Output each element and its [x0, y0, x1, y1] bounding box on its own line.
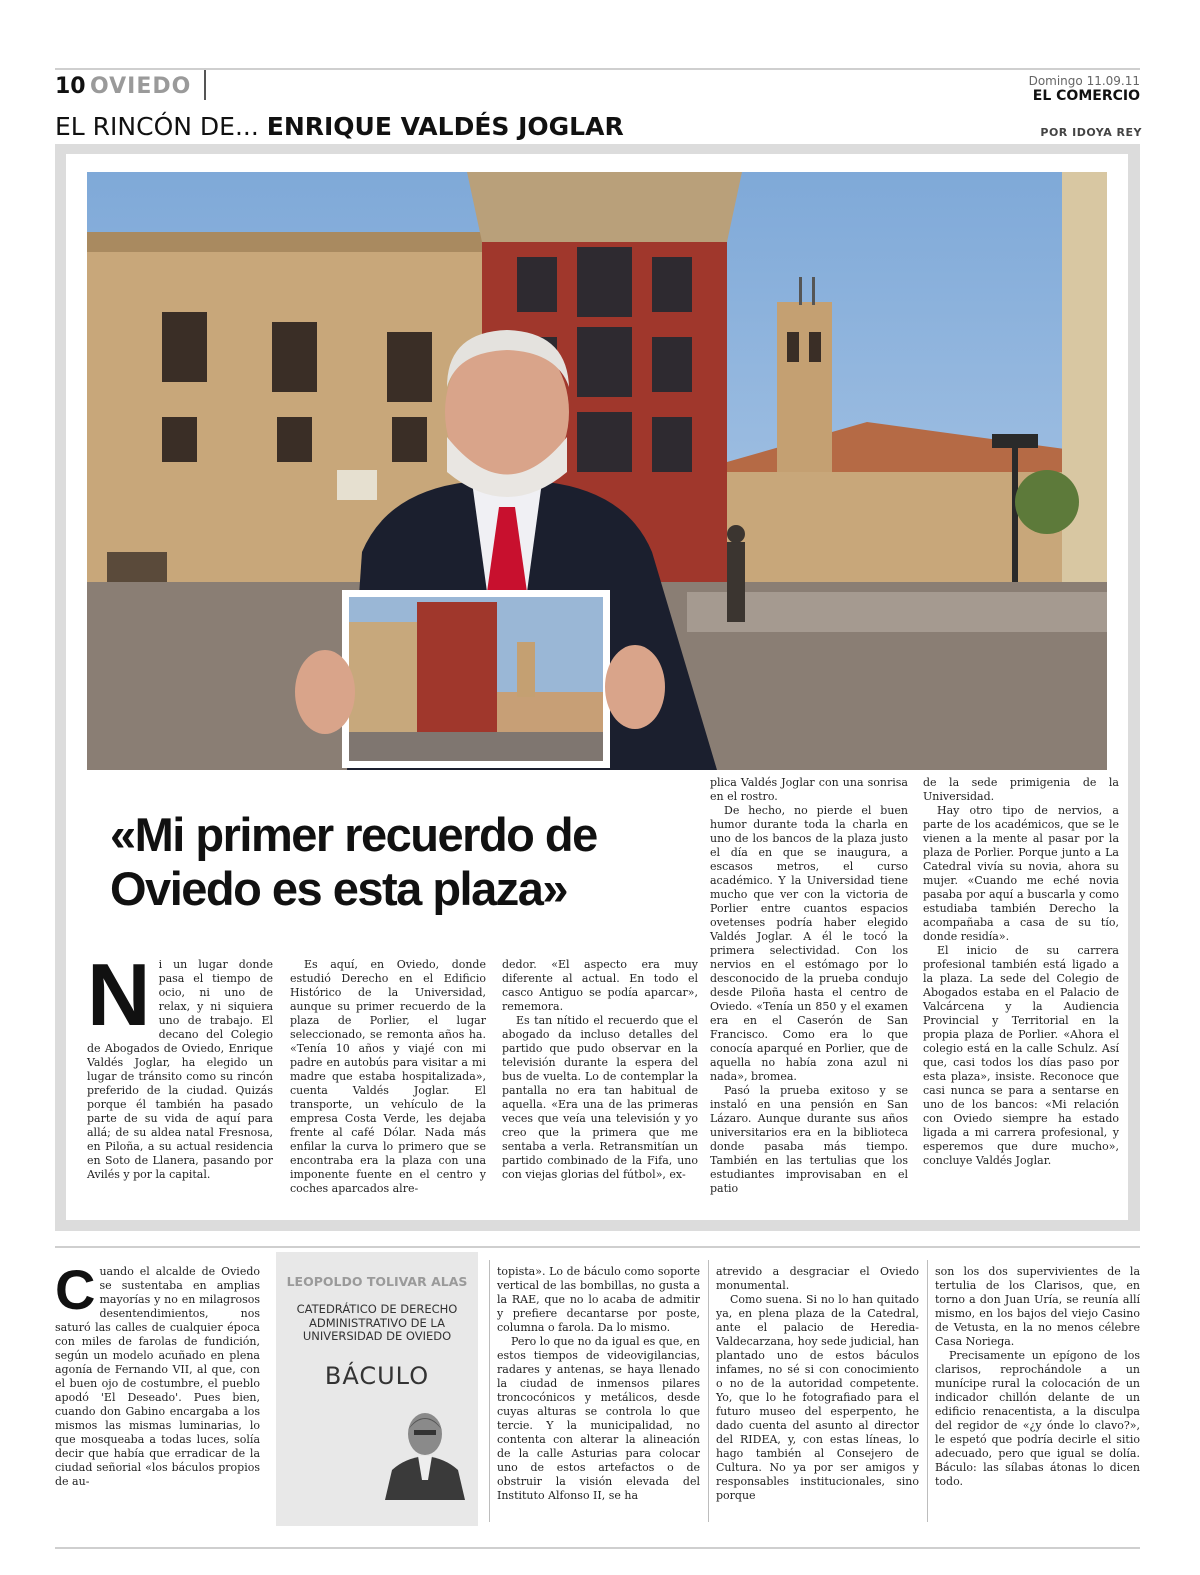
article-paragraph: Pasó la prueba exitoso y se instaló en una pensión en San Lázaro. Aunque durante sus años universitarios era en la biblioteca donde pasaba más tiempo. También en las tertulias que los estudiantes improvisaban en el patio — [710, 1084, 908, 1195]
kicker-name: ENRIQUE VALDÉS JOGLAR — [266, 112, 624, 141]
article-column-1 — [87, 945, 273, 1182]
top-rule — [55, 68, 1140, 70]
opinion-column-1 — [55, 1258, 260, 1489]
article-column-5 — [923, 776, 1119, 1168]
drop-cap: N — [87, 945, 151, 1044]
tree — [1015, 470, 1079, 534]
section-divider — [204, 70, 206, 100]
opinion-paragraph: Precisamente un epígono de los clarisos, reprochándole a un munícipe rural la colocación de un indicador chillón delante de un edificio renacentista, a la disculpa del regidor de «¿y ónde lo clavo?», le espetó que podría decirle el sitio adecuado, pero que igual se dolía. Báculo: las sílabas átonas lo dicen todo. — [935, 1349, 1140, 1488]
opinion-top-rule — [55, 1246, 1140, 1248]
statue — [727, 525, 745, 622]
opinion-paragraph: atrevido a desgraciar el Oviedo monumental. — [716, 1265, 919, 1292]
bottom-rule — [55, 1547, 1140, 1549]
issue-date: Domingo 11.09.11 — [1028, 74, 1140, 88]
article-paragraph: plica Valdés Joglar con una sonrisa en el rostro. — [710, 776, 908, 803]
opinion-drop-cap: C — [55, 1258, 96, 1321]
opinion-column-3 — [716, 1265, 919, 1503]
article-paragraph: De hecho, no pierde el buen humor durante toda la charla en uno de los bancos de la plaza justo el día en que se inaugura, a escasos metros, el curso académico. Y la Universidad tiene mucho que ver con la victoria de Porlier entre cuantos espacios ovetenses podría haber elegido Valdés Joglar. A él le tocó la primera selectividad. Con los nervios en el estómago por lo desconocido de la prueba condujo desde Piloña hasta el centro de Oviedo. «Tenía un 850 y el examen era en el Caserón de San Francisco. Como era lo que conocía aparqué en Porlier, que de aquella no había zona azul ni nada», bromea. — [710, 804, 908, 1083]
article-paragraph: dedor. «El aspecto era muy diferente al actual. En todo el casco Antiguo se podía aparcar», rememora. — [502, 958, 698, 1013]
article-paragraph: i un lugar donde pasa el tiempo de ocio, ni uno de relax, y ni siquiera uno de trabajo. El decano del Colegio de Abogados de Oviedo, Enrique Valdés Joglar, ha elegido un lugar de tránsito como su rincón preferido de la ciudad. Quizás porque él también ha pasado parte de su vida de aquí para allá; de su aldea natal Fresnosa, en Piloña, a su actual residencia en Soto de Llanera, pasando por Avilés y por la capital. — [87, 958, 273, 1181]
column-divider — [489, 1260, 490, 1522]
opinion-paragraph: uando el alcalde de Oviedo se sustentaba en amplias mayorías y no en milagrosos desentendimientos, nos saturó las calles de cualquier época con miles de farolas de fundición, según un modelo acuñado en plena agonía de Fernando VII, al que, con el buen ojo de costumbre, el pueblo apodó 'El Deseado'. Pues bien, cuando don Gabino encargaba a los mismos las mismas luminarias, lo que mosqueaba a todas luces, solía decir que había que erradicar de la ciudad señorial «los báculos propios de au- — [55, 1265, 260, 1488]
article-column-4 — [710, 776, 908, 1196]
headline: «Mi primer recuerdo de Oviedo es esta plaza» — [110, 808, 597, 915]
street — [687, 592, 1107, 632]
opinion-title: BÁCULO — [324, 1362, 430, 1390]
article-column-3 — [502, 958, 698, 1182]
opinion-paragraph: Pero lo que no da igual es que, en estos tiempos de videovigilancias, radares y antenas, se haya llenado la ciudad de inmensos pilares troncocónicos y metálicos, desde cuyas alturas se controla lo que tercie. Y la municipalidad, no contenta con alterar la alineación de la calle Asturias para colocar uno de estos artefactos o de obstruir la visión elevada del Instituto Alfonso II, se ha — [497, 1335, 700, 1502]
author-portrait — [380, 1400, 470, 1500]
plaza-photo-illustration — [87, 172, 1107, 770]
left-hand — [295, 650, 355, 734]
kicker-lead: EL RINCÓN DE... — [55, 112, 259, 141]
opinion-paragraph: Como suena. Si no lo han quitado ya, en plena plaza de la Catedral, ante el palacio de Heredia-Valdecarzana, hoy sede judicial, han plantado uno de estos báculos infames, no sé si con conocimiento o no de la autoridad competente. Yo, que lo he fotografiado para el futuro museo del esperpento, he dado cuenta del asunto al director del RIDEA, y, con estas líneas, lo hago también al Consejero de Cultura. No ya por ser amigos y responsables institucionales, sino porque — [716, 1293, 919, 1502]
opinion-paragraph: son los dos supervivientes de la tertulia de los Clarisos, que, en torno a don Juan Uría, se reunía allí mismo, en los bajos del viejo Casino de Vetusta, en la no menos célebre Casa Noriega. — [935, 1265, 1140, 1348]
main-photo — [87, 172, 1107, 770]
page-number: 10 — [55, 74, 86, 99]
opinion-paragraph: topista». Lo de báculo como soporte vertical de las bombillas, no gusta a la RAE, que no lo acaba de admitir y prefiere decantarse por poste, columna o farola. Da lo mismo. — [497, 1265, 700, 1334]
article-paragraph: Es aquí, en Oviedo, donde estudió Derecho en el Edificio Histórico de la Universidad, aunque su primer recuerdo de la plaza de Porlier, el lugar seleccionado, se remonta años ha. «Tenía 10 años y viajé con mi padre en autobús para visitar a mi madre que estaba hospitalizada», cuenta Valdés Joglar. El transporte, un vehículo de la empresa Costa Verde, les dejaba frente al café Dólar. Nada más enfilar la curva lo primero que se encontraba era la plaza con una imponente fuente en el centro y coches aparcados alre- — [290, 958, 486, 1195]
article-paragraph: Es tan nítido el recuerdo que el abogado da incluso detalles del partido que pudo observar en la televisión durante la espera del bus de vuelta. Lo de contemplar la pantalla no era tan habitual de aquella. «Era una de las primeras veces que veía una televisión y yo creo que la primera que me sentaba a verla. Retransmitían un partido combinado de la Fifa, uno con viejas glorias del fútbol», ex- — [502, 1014, 698, 1181]
opinion-column-2 — [497, 1265, 700, 1503]
right-hand — [605, 645, 665, 729]
column-divider — [708, 1260, 709, 1522]
opinion-author: LEOPOLDO TOLIVAR ALAS — [286, 1274, 468, 1289]
right-building — [1062, 172, 1107, 592]
held-photograph — [342, 590, 610, 768]
article-paragraph: El inicio de su carrera profesional también está ligado a la plaza. La sede del Colegio de Abogados estaba en el Palacio de Valcárcena y la Audiencia Provincial y Territorial en la propia plaza de Porlier. «Ahora el colegio está en la calle Schulz. Así que, casi todos los días paso por esta plaza», insiste. Reconoce que casi nunca se para a sentarse en uno de los bancos: «Mi relación con Oviedo siempre ha estado ligada a mi carrera profesional, y esperemos que dure mucho», concluye Valdés Joglar. — [923, 944, 1119, 1167]
article-column-2 — [290, 958, 486, 1196]
opinion-column-4 — [935, 1265, 1140, 1489]
column-divider — [927, 1260, 928, 1522]
section-name: OVIEDO — [90, 74, 192, 99]
opinion-author-role: CATEDRÁTICO DE DERECHO ADMINISTRATIVO DE LA UNIVERSIDAD DE OVIEDO — [296, 1302, 458, 1343]
newspaper-name: EL COMERCIO — [1032, 88, 1140, 104]
article-paragraph: Hay otro tipo de nervios, a parte de los académicos, que se le vienen a la mente al pasar por la plaza de Porlier. Porque junto a La Catedral vivía su novia, ahora su mujer. «Cuando me eché novia pasaba por aquí a buscarla y como estudiaba también Derecho la acompañaba a casa de su tío, donde residía». — [923, 804, 1119, 943]
article-paragraph: de la sede primigenia de la Universidad. — [923, 776, 1119, 803]
kicker — [55, 112, 624, 141]
byline: POR IDOYA REY — [1040, 126, 1142, 139]
